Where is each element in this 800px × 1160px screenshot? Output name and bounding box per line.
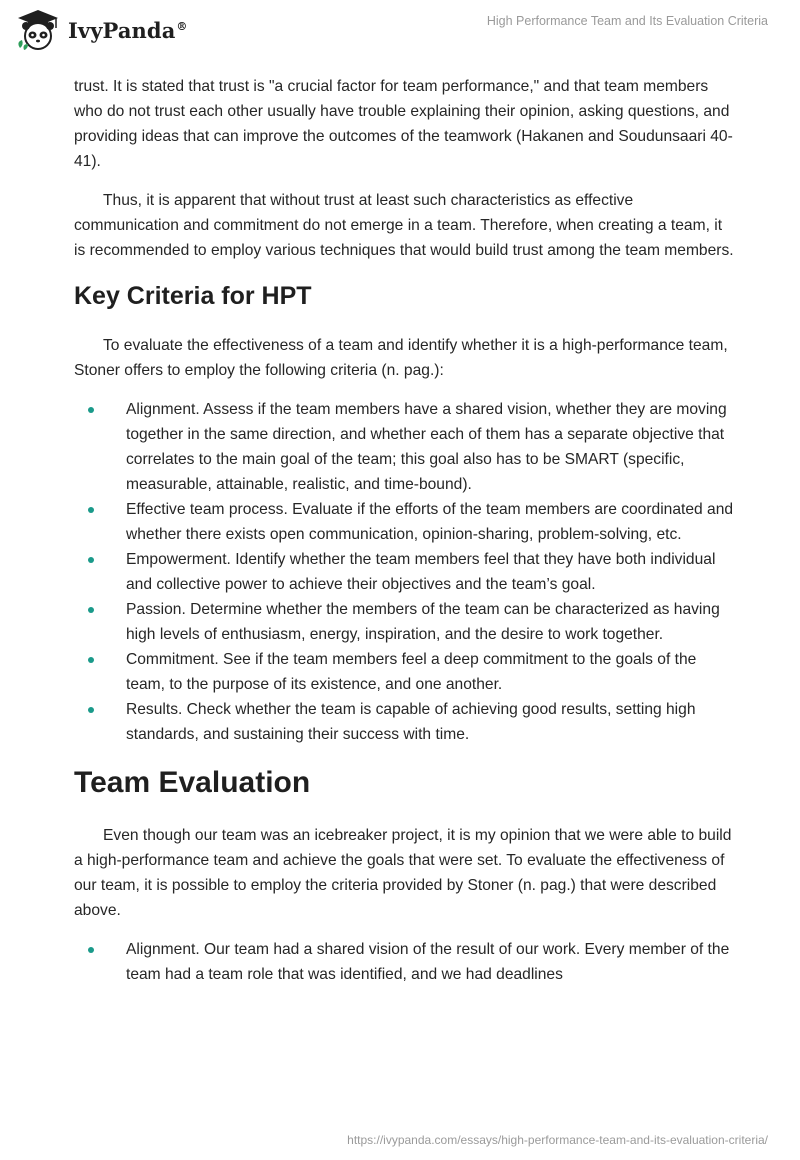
list-item <box>74 597 734 647</box>
paragraph-trust: trust. It is stated that trust is "a crucial factor for team performance," and that team members who do not trust each other usually have trouble explaining their opinion, asking questions, and providing ideas that can improve the outcomes of the teamwork (Hakanen and Soudunsaari 40-41). <box>74 78 733 170</box>
document-title: High Performance Team and Its Evaluation Criteria <box>486 14 768 28</box>
bullet-icon <box>88 407 94 413</box>
paragraph-evaluation-intro: Even though our team was an icebreaker project, it is my opinion that we were able to build a high-performance team and achieve the goals that were set. To evaluate the effectiveness of our team, it is possible to employ the criteria provided by Stoner (n. pag.) that were described above. <box>74 827 732 919</box>
essay-content <box>74 74 734 1001</box>
bullet-icon <box>88 507 94 513</box>
heading-team-evaluation: Team Evaluation <box>74 766 311 799</box>
ivypanda-logo[interactable] <box>14 8 188 52</box>
paragraph-criteria-intro: To evaluate the effectiveness of a team and identify whether it is a high-performance team, Stoner offers to employ the following criteria (n. pag.): <box>74 337 728 379</box>
panda-graduate-icon <box>14 8 62 52</box>
brand-label: IvyPanda <box>68 17 176 43</box>
bullet-icon <box>88 657 94 663</box>
heading-key-criteria: Key Criteria for HPT <box>74 282 312 310</box>
list-item-text: Results. Check whether the team is capable of achieving good results, setting high standards, and sustaining their success with time. <box>126 701 696 743</box>
bullet-icon <box>88 607 94 613</box>
list-item <box>74 547 734 597</box>
brand-name <box>68 18 188 43</box>
bullet-icon <box>88 707 94 713</box>
list-item-text: Effective team process. Evaluate if the efforts of the team members are coordinated and whether there exists open communication, opinion-sharing, problem-solving, etc. <box>126 501 734 543</box>
list-item <box>74 937 734 987</box>
evaluation-list <box>74 937 734 987</box>
list-item <box>74 497 734 547</box>
list-item <box>74 397 734 497</box>
list-item-text: Alignment. Assess if the team members have a shared vision, whether they are moving together in the same direction, and whether each of them has a separate objective that correlates to the main goal of the team; this goal also has to be SMART (specific, measurable, attainable, realistic, and time-bound). <box>126 401 727 493</box>
criteria-list <box>74 397 734 747</box>
paragraph-trust-summary: Thus, it is apparent that without trust at least such characteristics as effective communication and commitment do not emerge in a team. Therefore, when creating a team, it is recommended to employ various techniques that would build trust among the team members. <box>74 192 734 259</box>
list-item-text: Empowerment. Identify whether the team members feel that they have both individual and collective power to achieve their objectives and the team’s goal. <box>126 551 716 593</box>
list-item <box>74 697 734 747</box>
bullet-icon <box>88 947 94 953</box>
list-item-text: Passion. Determine whether the members of the team can be characterized as having high levels of enthusiasm, energy, inspiration, and the desire to work together. <box>126 601 720 643</box>
list-item-text: Commitment. See if the team members feel a deep commitment to the goals of the team, to the purpose of its existence, and one another. <box>126 651 697 693</box>
source-url[interactable]: https://ivypanda.com/essays/high-performance-team-and-its-evaluation-criteria/ <box>347 1133 768 1147</box>
list-item <box>74 647 734 697</box>
bullet-icon <box>88 557 94 563</box>
registered-mark: ® <box>176 19 188 33</box>
page-header <box>0 0 800 64</box>
list-item-text: Alignment. Our team had a shared vision of the result of our work. Every member of the team had a team role that was identified, and we had deadlines <box>126 941 730 983</box>
